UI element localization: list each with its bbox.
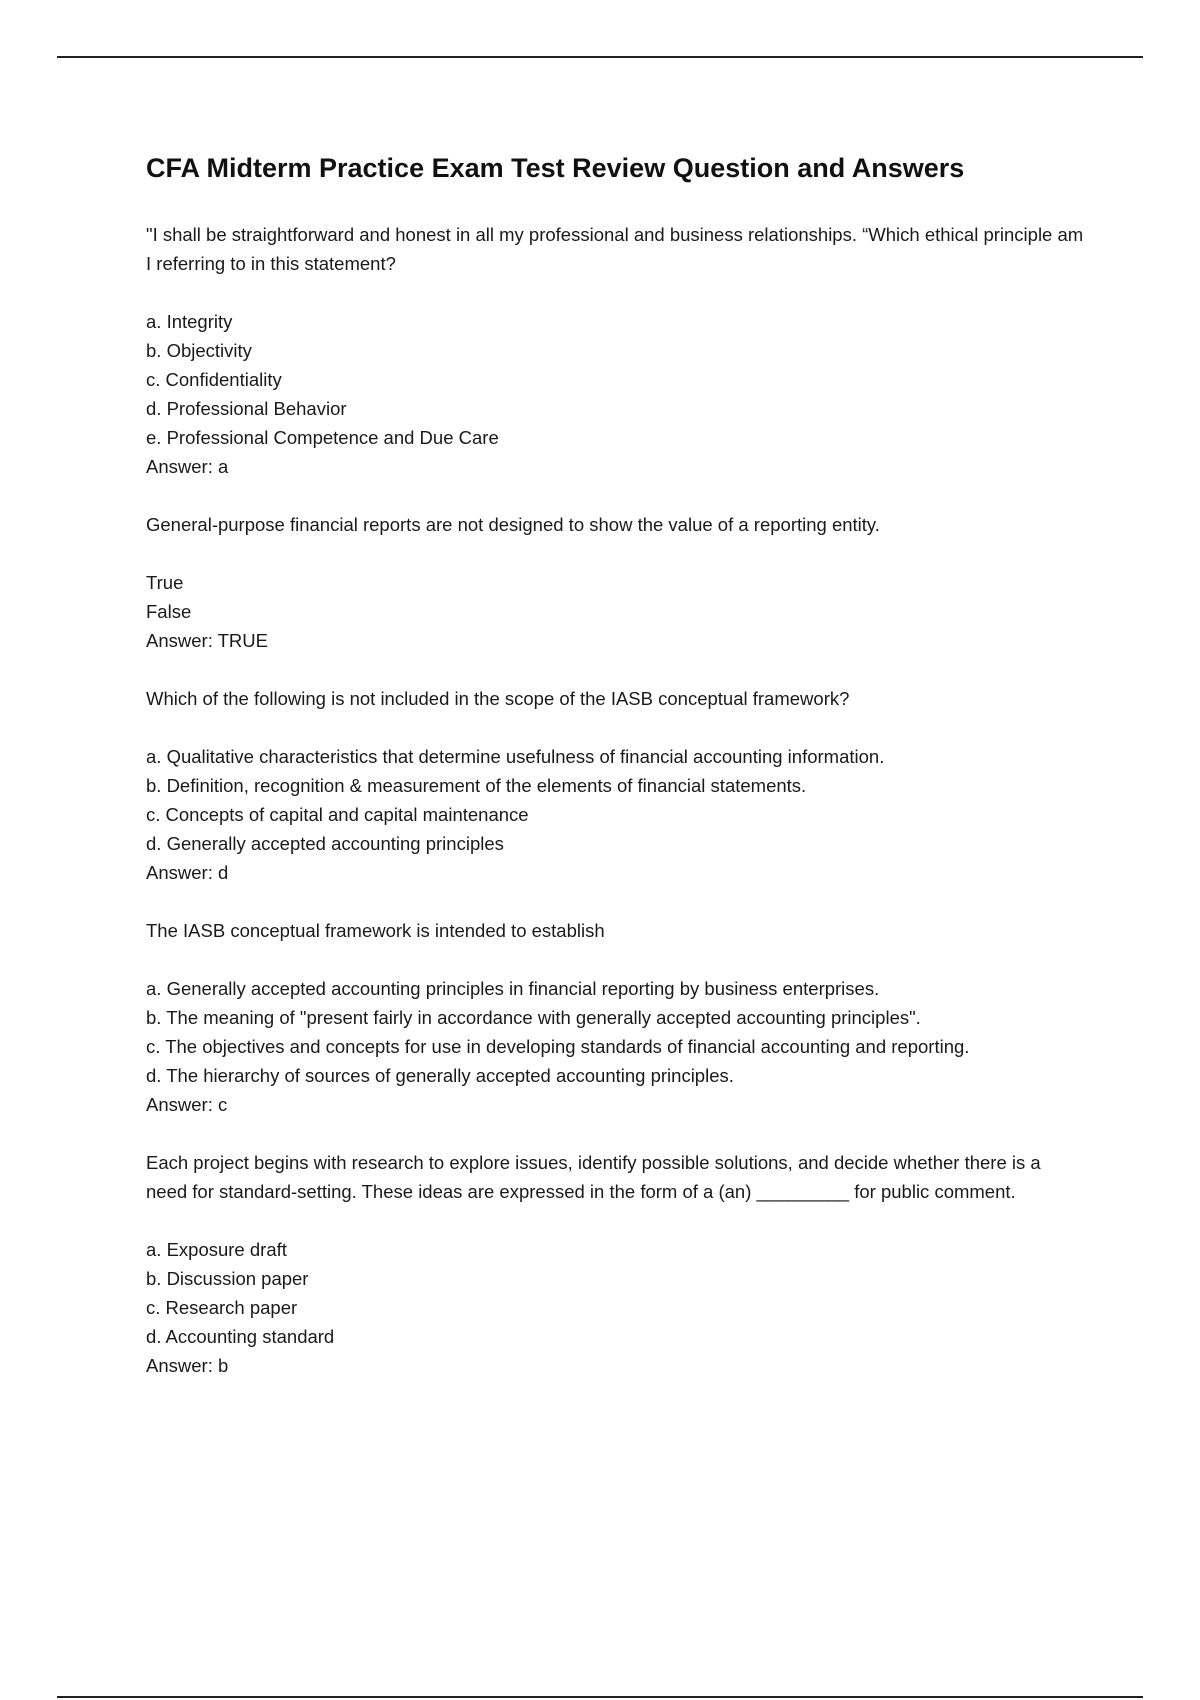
- answer-line: Answer: TRUE: [146, 630, 268, 651]
- answer-line: Answer: b: [146, 1355, 229, 1376]
- options-list: [146, 1235, 1086, 1351]
- question-text: Each project begins with research to explore issues, identify possible solutions, and decide whether there is a need for standard-setting. These ideas are expressed in the form of a (an) _________ for public comment.: [146, 1152, 1041, 1202]
- question-3: [146, 684, 1086, 887]
- option-item: d. Accounting standard: [146, 1326, 335, 1347]
- document-body: [146, 150, 1086, 1409]
- bottom-rule: [57, 1696, 1143, 1698]
- option-item: b. Definition, recognition & measurement of the elements of financial statements.: [146, 775, 807, 796]
- options-list: [146, 568, 1086, 626]
- options-list: [146, 742, 1086, 858]
- option-item: b. Discussion paper: [146, 1268, 309, 1289]
- option-item: a. Qualitative characteristics that determine usefulness of financial accounting information.: [146, 746, 885, 767]
- question-2: [146, 510, 1086, 655]
- question-text: "I shall be straightforward and honest in all my professional and business relationships. “Which ethical principle am I referring to in this statement?: [146, 224, 1084, 274]
- option-item: b. The meaning of "present fairly in accordance with generally accepted accounting principles".: [146, 1007, 921, 1028]
- option-item: c. Concepts of capital and capital maintenance: [146, 804, 529, 825]
- option-item: c. Research paper: [146, 1297, 298, 1318]
- top-rule: [57, 56, 1143, 58]
- answer-line: Answer: c: [146, 1094, 228, 1115]
- option-item: e. Professional Competence and Due Care: [146, 427, 499, 448]
- question-4: [146, 916, 1086, 1119]
- option-item: True: [146, 572, 184, 593]
- option-item: a. Integrity: [146, 311, 233, 332]
- option-item: b. Objectivity: [146, 340, 252, 361]
- question-5: [146, 1148, 1086, 1380]
- option-item: False: [146, 601, 192, 622]
- options-list: [146, 307, 1086, 452]
- option-item: d. Generally accepted accounting principles: [146, 833, 504, 854]
- document-title: CFA Midterm Practice Exam Test Review Question and Answers: [146, 153, 965, 183]
- question-text: Which of the following is not included in the scope of the IASB conceptual framework?: [146, 688, 850, 709]
- options-list: [146, 974, 1086, 1090]
- option-item: a. Exposure draft: [146, 1239, 287, 1260]
- option-item: d. The hierarchy of sources of generally accepted accounting principles.: [146, 1065, 734, 1086]
- answer-line: Answer: a: [146, 456, 229, 477]
- option-item: d. Professional Behavior: [146, 398, 347, 419]
- question-1: [146, 220, 1086, 481]
- answer-line: Answer: d: [146, 862, 229, 883]
- option-item: c. The objectives and concepts for use in developing standards of financial accounting and reporting.: [146, 1036, 970, 1057]
- option-item: a. Generally accepted accounting principles in financial reporting by business enterprises.: [146, 978, 880, 999]
- question-text: The IASB conceptual framework is intended to establish: [146, 920, 605, 941]
- question-text: General-purpose financial reports are not designed to show the value of a reporting entity.: [146, 514, 880, 535]
- option-item: c. Confidentiality: [146, 369, 282, 390]
